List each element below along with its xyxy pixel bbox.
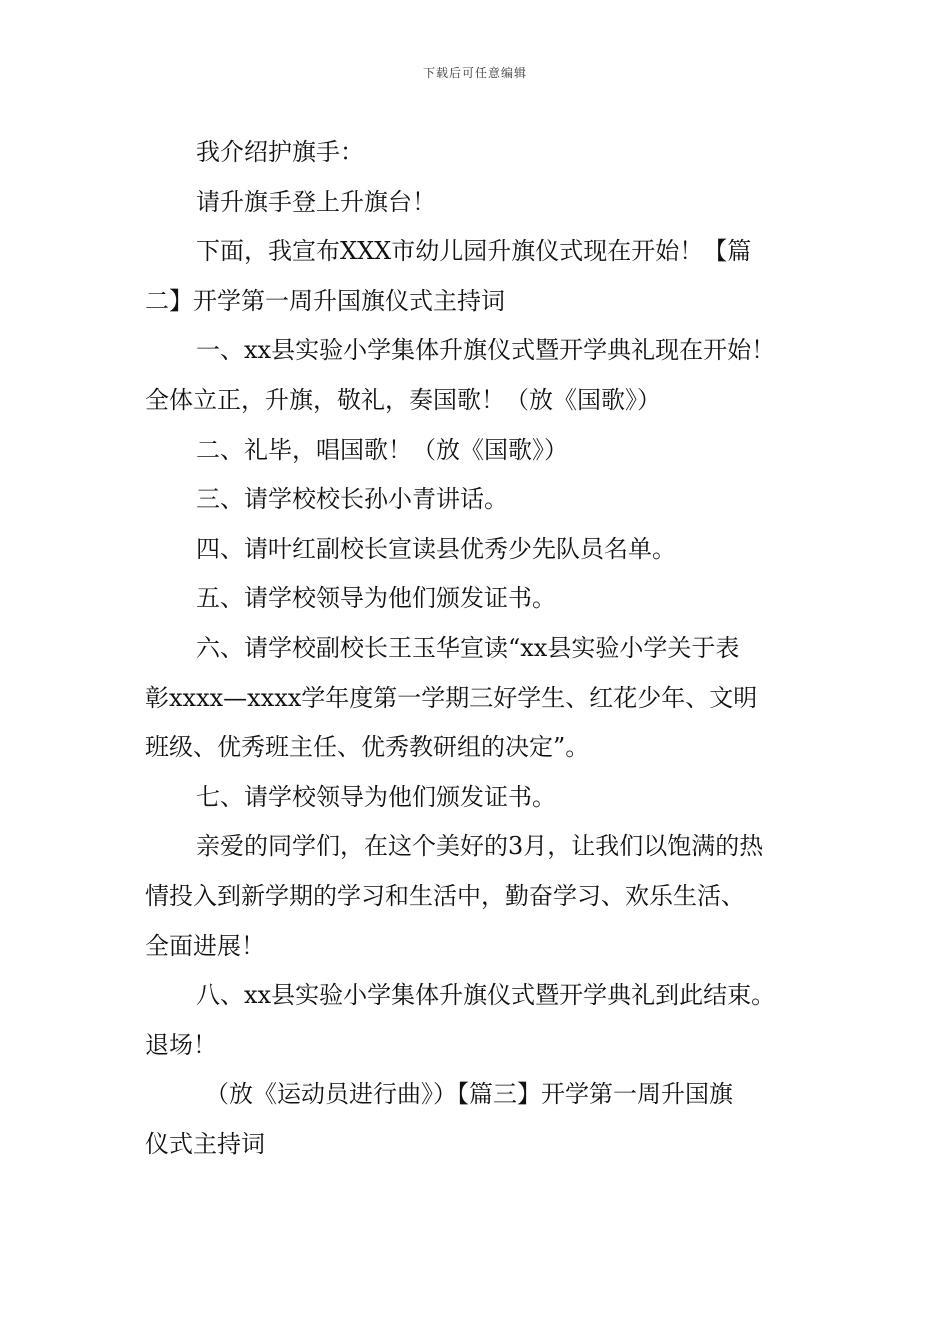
page-header: 下载后可任意编辑 [422, 66, 527, 80]
text-line: 情投入到新学期的学习和生活中，勤奋学习、欢乐生活、 [145, 881, 745, 910]
text-line: 一、xx县实验小学集体升旗仪式暨开学典礼现在开始！ [196, 336, 776, 365]
text-line: 全体立正，升旗，敬礼，奏国歌！（放《国歌》） [145, 385, 661, 414]
text-line: 七、请学校领导为他们颁发证书。 [196, 782, 556, 811]
document-body [145, 128, 810, 1169]
text-line: （放《运动员进行曲》）【篇三】开学第一周升国旗 [205, 1080, 733, 1109]
text-line: 亲爱的同学们，在这个美好的3月，让我们以饱满的热 [196, 832, 764, 861]
text-line: 八、xx县实验小学集体升旗仪式暨开学典礼到此结束。 [196, 981, 776, 1010]
text-line: 我介绍护旗手： [196, 138, 364, 166]
text-line: 仪式主持词 [145, 1129, 265, 1158]
text-line: 班级、优秀班主任、优秀教研组的决定”。 [145, 733, 590, 762]
text-line: 全面进展！ [145, 931, 265, 960]
text-line: 二、礼毕，唱国歌！（放《国歌》） [196, 435, 568, 464]
text-line: 退场！ [145, 1030, 217, 1059]
text-line: 彰xxxx—xxxx学年度第一学期三好学生、红花少年、文明 [145, 683, 758, 712]
text-line: 三、请学校校长孙小青讲话。 [196, 485, 508, 514]
text-line: 下面，我宣布XXX市幼儿园升旗仪式现在开始！【篇 [196, 237, 752, 266]
text-line: 五、请学校领导为他们颁发证书。 [196, 584, 556, 613]
text-line: 请升旗手登上升旗台！ [196, 187, 436, 216]
text-line: 二】开学第一周升国旗仪式主持词 [145, 286, 505, 315]
text-line: 四、请叶红副校长宣读县优秀少先队员名单。 [196, 534, 676, 563]
text-line: 六、请学校副校长王玉华宣读“xx县实验小学关于表 [196, 633, 740, 662]
